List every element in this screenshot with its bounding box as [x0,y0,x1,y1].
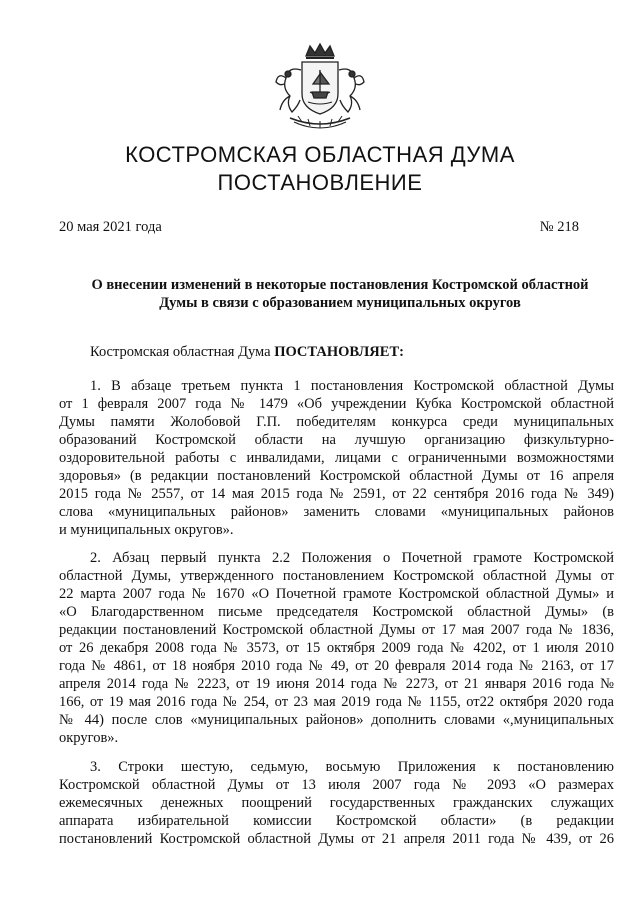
document-type-title: ПОСТАНОВЛЕНИЕ [217,170,423,195]
paragraph-line: 1. В абзаце третьем пункта 1 постановления Костромской областной Думы [90,378,614,394]
subject-line: Думы в связи с образованием муниципальных округов [159,295,521,311]
paragraph-line: оздоровительной работы с инвалидами, лицами с ограниченными возможностями [59,450,614,466]
paragraph-line: округов». [59,730,119,746]
paragraph-line: года № 4861, от 18 ноября 2010 года № 49, от 20 февраля 2014 года № 2163, от 17 [59,658,614,674]
paragraph-line: Костромской областной Думы от 13 июля 2007 года № 2093 «О размерах [59,777,614,793]
coat-of-arms-emblem [268,42,372,134]
paragraph-line: 22 марта 2007 года № 1670 «О Почетной грамоте Костромской областной Думы» и [59,586,614,602]
paragraph-line: от 1 февраля 2007 года № 1479 «Об учреждении Кубка Костромской областной [59,396,614,412]
paragraph-line: от 26 декабря 2008 года № 3573, от 15 октября 2009 года № 4202, от 1 июля 2010 [59,640,614,656]
paragraph-line: «О Благодарственном письме председателя Костромской областной Думы» (в [59,604,614,620]
preamble-text: Костромская областная Дума [90,344,275,360]
paragraph-line: редакции постановлений Костромской областной Думы от 17 мая 2007 года № 1836, [59,622,614,638]
paragraph-line: постановлений Костромской областной Думы от 21 апреля 2011 года № 439, от 26 [59,831,614,847]
paragraph-line: апреля 2014 года № 2223, от 19 июня 2014 года № 2273, от 21 января 2016 года № [59,676,614,692]
paragraph-line: образований Костромской области на лучшую организацию физкультурно- [59,432,614,448]
paragraph-line: аппарата избирательной комиссии Костромской области» (в редакции [59,813,614,829]
preamble [90,344,404,361]
paragraph-line: № 44) после слов «муниципальных районов» дополнить словами «,муниципальных [59,712,614,728]
document-number: № 218 [539,219,579,235]
paragraph-line: здоровья» (в редакции постановлений Костромской областной Думы от 16 апреля [59,468,614,484]
organization-title: КОСТРОМСКАЯ ОБЛАСТНАЯ ДУМА [125,142,515,167]
paragraph-line: областной Думы, утвержденного постановлением Костромской областной Думы от [59,568,614,584]
preamble-emphasis: ПОСТАНОВЛЯЕТ: [274,344,404,360]
paragraph-line: 166, от 19 мая 2016 года № 254, от 23 мая 2019 года № 1155, от22 октября 2020 года [59,694,614,710]
paragraph-line: 2. Абзац первый пункта 2.2 Положения о Почетной грамоте Костромской [90,550,614,566]
document-date: 20 мая 2021 года [59,219,162,235]
subject-line: О внесении изменений в некоторые постановления Костромской областной [91,277,589,293]
paragraph-line: 2015 года № 2557, от 14 мая 2015 года № 2591, от 22 сентября 2016 года № 349) [59,486,614,502]
paragraph-line: Думы памяти Жолобовой Г.П. победителям конкурса среди муниципальных [59,414,614,430]
paragraph-line: и муниципальных округов». [59,522,234,538]
paragraph-line: слова «муниципальных районов» заменить словами «муниципальных районов [59,504,614,520]
paragraph-line: ежемесячных денежных поощрений государственных гражданских служащих [59,795,614,811]
paragraph-line: 3. Строки шестую, седьмую, восьмую Приложения к постановлению [90,759,614,775]
